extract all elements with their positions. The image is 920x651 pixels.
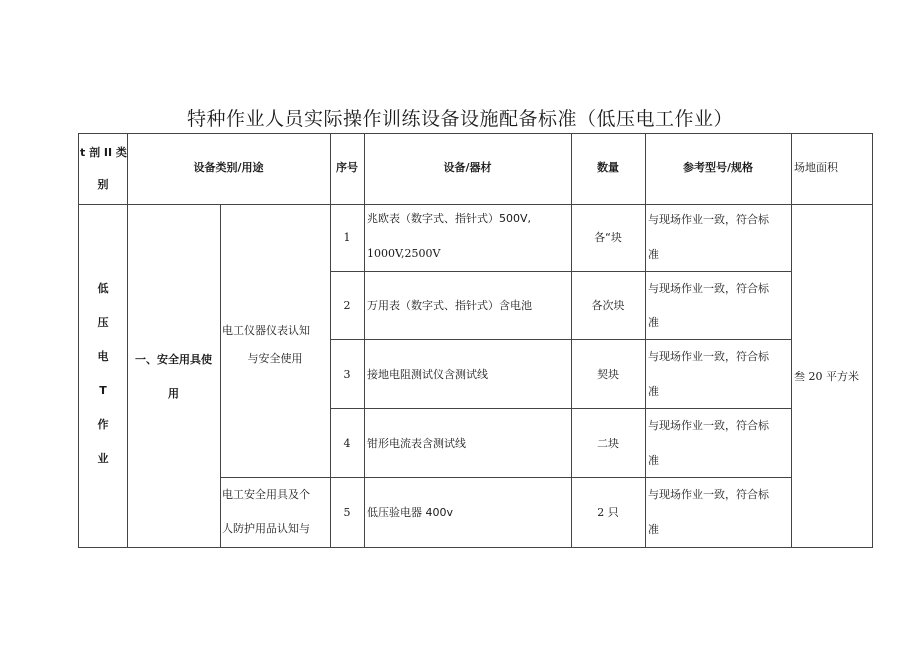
row-seq: 5	[343, 506, 351, 519]
header-category-cont: 别	[97, 178, 109, 191]
category-char: T	[99, 384, 107, 397]
row-seq: 4	[343, 437, 351, 450]
document-title: 特种作业人员实际操作训练设备设施配备标准（低压电工作业）	[186, 108, 733, 130]
row-equipment: 钳形电流表含测试线	[367, 437, 466, 450]
group-label-cont: 用	[168, 387, 179, 400]
row-quantity: 各“块	[594, 231, 622, 244]
subcategory-safety-gear-cont: 人防护用品认知与	[222, 522, 310, 535]
category-char: 压	[97, 316, 109, 329]
row-model-cont: 准	[648, 523, 659, 536]
subcategory-instruments: 电工仪器仪表认知	[222, 324, 310, 337]
row-quantity: 契块	[597, 368, 619, 381]
row-equipment-cont: 1000V,2500V	[367, 247, 441, 260]
category-char: 电	[97, 350, 109, 363]
row-seq: 1	[343, 231, 351, 244]
row-equipment: 接地电阻测试仪含测试线	[367, 368, 488, 381]
area-value: 叁 20 平方米	[794, 370, 859, 383]
row-seq: 3	[343, 368, 351, 381]
row-model: 与现场作业一致，符合标	[648, 350, 769, 363]
header-quantity: 数量	[597, 161, 619, 174]
row-equipment: 低压验电器 400v	[367, 506, 454, 519]
row-seq: 2	[343, 299, 351, 312]
row-quantity: 2 只	[597, 506, 619, 519]
row-model: 与现场作业一致，符合标	[648, 213, 769, 226]
category-char: 作	[97, 418, 109, 431]
header-seq: 序号	[336, 161, 358, 174]
row-model-cont: 准	[648, 385, 659, 398]
row-model: 与现场作业一致，符合标	[648, 488, 769, 501]
row-model: 与现场作业一致，符合标	[648, 282, 769, 295]
group-label: 一、安全用具使	[135, 353, 212, 366]
row-equipment: 万用表（数字式、指针式）含电池	[367, 299, 532, 312]
row-model-cont: 准	[648, 316, 659, 329]
header-equipment: 设备/器材	[443, 161, 492, 174]
row-equipment: 兆欧表（数字式、指针式）500V,	[367, 212, 532, 225]
header-equip-category: 设备类别/用途	[193, 161, 264, 174]
category-vertical-text	[93, 272, 113, 476]
header-category: t 剖 II 类	[80, 146, 127, 159]
row-model-cont: 准	[648, 454, 659, 467]
category-char: 低	[97, 282, 109, 295]
row-quantity: 二块	[597, 437, 619, 450]
category-char: 业	[97, 452, 109, 465]
subcategory-safety-gear: 电工安全用具及个	[222, 488, 310, 501]
row-model: 与现场作业一致，符合标	[648, 419, 769, 432]
header-model: 参考型号/规格	[682, 161, 754, 174]
row-model-cont: 准	[648, 248, 659, 261]
header-area: 场地面积	[794, 161, 838, 174]
row-quantity: 各次块	[591, 299, 625, 312]
subcategory-instruments-cont: 与安全使用	[247, 352, 303, 365]
